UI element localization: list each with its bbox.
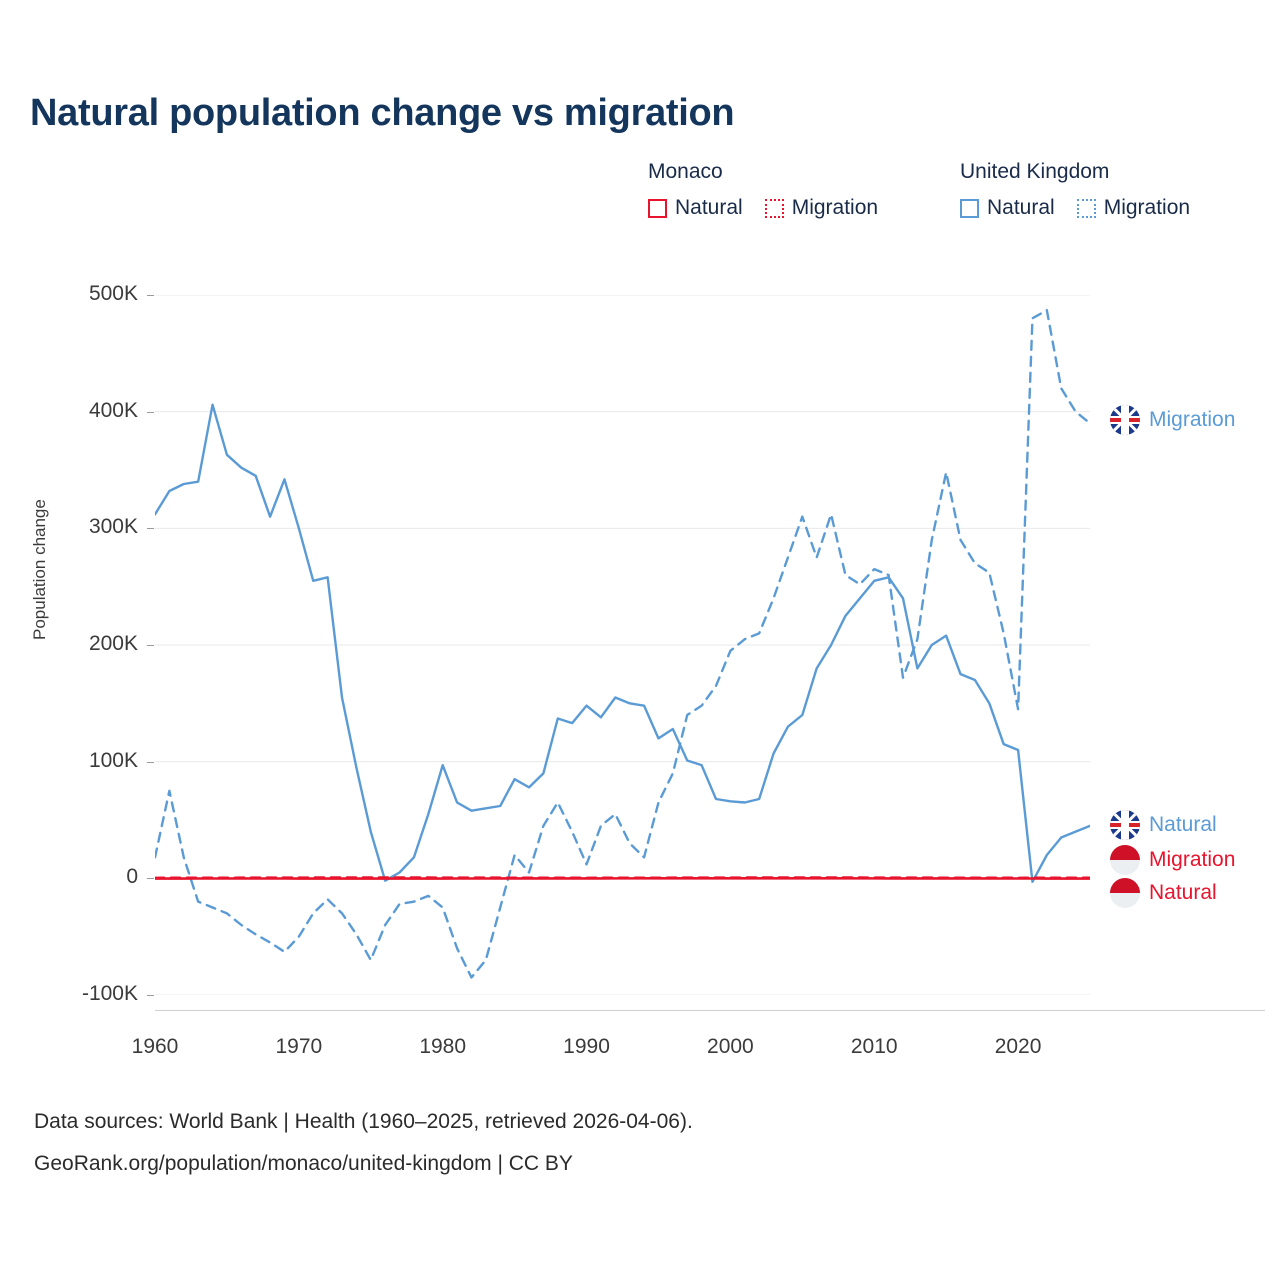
legend-item-label: Natural (987, 196, 1055, 219)
y-tick-label: -100K (81, 982, 138, 1005)
legend-country-label: Monaco (648, 160, 723, 183)
legend-item-monaco-natural[interactable] (648, 196, 743, 220)
legend-item-label: Migration (791, 196, 879, 219)
y-tick-label: 100K (88, 748, 138, 772)
series-end-label-text: Migration (1149, 408, 1236, 431)
legend-item-monaco-migration[interactable] (765, 196, 878, 220)
series-line (155, 405, 1090, 882)
y-tick-label: 400K (88, 398, 138, 422)
series-end-label-text: Natural (1149, 881, 1217, 904)
legend-swatch-solid-icon (648, 199, 667, 218)
series-end-label-text: Migration (1149, 848, 1236, 871)
x-axis-line (155, 1010, 1265, 1011)
x-tick-label: 1970 (275, 1035, 323, 1058)
footer-attribution: GeoRank.org/population/monaco/united-kingdom | CC BY (34, 1152, 573, 1175)
legend-item-label: Natural (675, 196, 743, 219)
y-tick-mark (147, 995, 154, 996)
legend-group-monaco (648, 160, 878, 220)
series-end-label (1110, 878, 1217, 908)
y-tick-label: 500K (88, 282, 138, 305)
legend-swatch-solid-icon (960, 199, 979, 218)
legend-item-uk-migration[interactable] (1077, 196, 1190, 220)
y-tick-mark (147, 412, 154, 413)
x-tick-label: 1990 (563, 1035, 610, 1058)
y-tick-mark (147, 528, 154, 529)
y-tick-mark (147, 762, 154, 763)
united-kingdom-flag-icon (1110, 810, 1140, 840)
legend-group-united-kingdom (960, 160, 1190, 220)
y-tick-label: 200K (88, 632, 138, 655)
legend-swatch-dotted-icon (765, 199, 784, 218)
y-tick-label: 300K (88, 515, 138, 539)
chart-canvas (155, 295, 1090, 995)
x-tick-label: 2000 (707, 1035, 754, 1058)
x-tick-label: 2020 (994, 1035, 1042, 1058)
monaco-flag-icon (1110, 878, 1140, 908)
y-tick-mark (147, 645, 154, 646)
united-kingdom-flag-icon (1110, 405, 1140, 435)
y-tick-label: 0 (126, 865, 138, 889)
y-tick-mark (147, 878, 154, 879)
series-end-label (1110, 810, 1217, 840)
y-axis-title: Population change (30, 499, 49, 640)
plot-area (155, 295, 1090, 995)
series-end-label (1110, 405, 1235, 435)
x-tick-label: 2010 (850, 1035, 898, 1058)
x-tick-label: 1960 (131, 1035, 179, 1058)
legend-item-label: Migration (1103, 196, 1191, 219)
legend-country-label: United Kingdom (960, 160, 1110, 183)
series-end-label (1110, 845, 1235, 875)
monaco-flag-icon (1110, 845, 1140, 875)
footer-data-sources: Data sources: World Bank | Health (1960–2025, retrieved 2026-04-06). (34, 1110, 693, 1133)
legend-item-uk-natural[interactable] (960, 196, 1055, 220)
y-tick-mark (147, 295, 154, 296)
legend-swatch-dotted-icon (1077, 199, 1096, 218)
x-tick-label: 1980 (419, 1035, 467, 1058)
page-title: Natural population change vs migration (30, 92, 735, 134)
series-end-label-text: Natural (1149, 813, 1217, 836)
